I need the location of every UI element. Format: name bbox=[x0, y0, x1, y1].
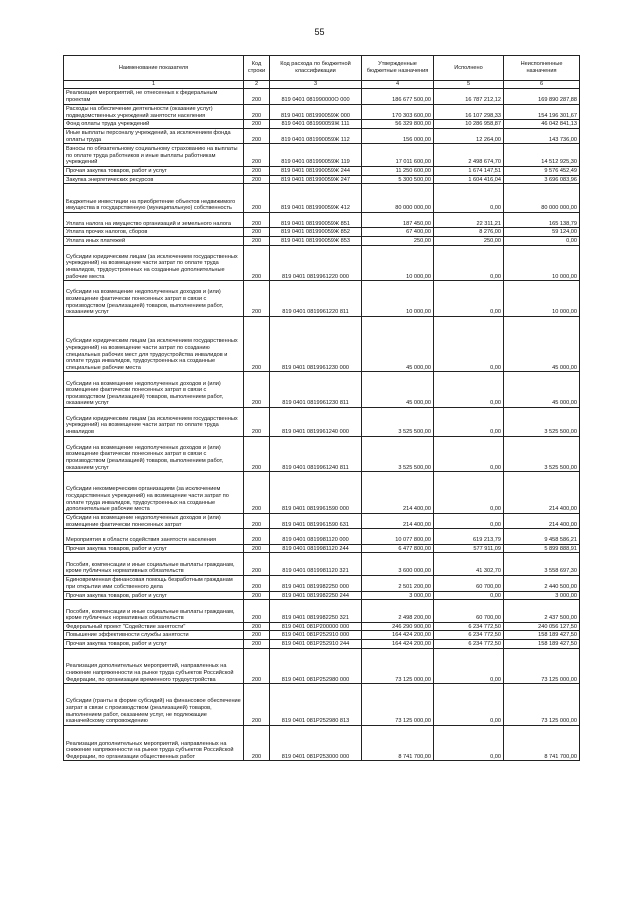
row-line-code: 200 bbox=[244, 631, 270, 640]
table-row bbox=[64, 648, 580, 684]
header-name: Наименование показателя bbox=[64, 56, 244, 81]
row-approved: 164 424 200,00 bbox=[362, 631, 434, 640]
table-row bbox=[64, 640, 580, 649]
row-unexecuted: 165 138,79 bbox=[504, 212, 580, 228]
row-approved: 45 000,00 bbox=[362, 372, 434, 408]
row-name: Субсидии некоммерческим организациям (за исключением государственных учреждений) на возмещение части затрат по оплате труда инвалидов, трудоустроенных на созданные дополнительные рабочие места bbox=[64, 472, 244, 514]
column-number: 2 bbox=[244, 81, 270, 89]
row-unexecuted: 0,00 bbox=[504, 236, 580, 245]
header-budget-code: Код расхода по бюджетной классификации bbox=[270, 56, 362, 81]
row-name: Реализация дополнительных мероприятий, направленных на снижение напряженности на рынке труда субъектов Российской Федерации, по организации общественных работ bbox=[64, 725, 244, 761]
row-executed: 2 498 674,70 bbox=[434, 144, 504, 167]
row-budget-code: 819 0401 0819981120 000 bbox=[270, 529, 362, 545]
row-budget-code: 819 0401 0819961230 000 bbox=[270, 316, 362, 372]
row-budget-code: 819 0401 0819961590 631 bbox=[270, 513, 362, 529]
row-approved: 3 525 500,00 bbox=[362, 436, 434, 472]
row-budget-code: 819 0401 081990059Ж 244 bbox=[270, 166, 362, 175]
row-line-code: 200 bbox=[244, 372, 270, 408]
row-name: Реализация дополнительных мероприятий, направленных на снижение напряженности на рынке труда субъектов Российской Федерации, по организации временного трудоустройства bbox=[64, 648, 244, 684]
row-line-code: 200 bbox=[244, 591, 270, 600]
row-line-code: 200 bbox=[244, 184, 270, 213]
row-name: Субсидии на возмещение недополученных доходов и (или) возмещение фактически понесенных затрат bbox=[64, 513, 244, 529]
table-row bbox=[64, 436, 580, 472]
row-executed: 0,00 bbox=[434, 281, 504, 317]
row-budget-code: 819 0401 081P252910 000 bbox=[270, 631, 362, 640]
row-unexecuted: 143 736,00 bbox=[504, 128, 580, 144]
row-unexecuted: 158 189 427,50 bbox=[504, 640, 580, 649]
row-line-code: 200 bbox=[244, 128, 270, 144]
row-name: Субсидии юридическим лицам (за исключением государственных учреждений) на возмещение части затрат по созданию специальных рабочих мест для трудоустройства инвалидов и оплате труда инвалидов, трудоустроенных на созданные специальные рабочие места bbox=[64, 316, 244, 372]
row-unexecuted: 158 189 427,50 bbox=[504, 631, 580, 640]
row-line-code: 200 bbox=[244, 622, 270, 631]
row-executed: 0,00 bbox=[434, 407, 504, 436]
row-budget-code: 819 0401 0819961230 811 bbox=[270, 372, 362, 408]
row-executed: 12 264,00 bbox=[434, 128, 504, 144]
row-budget-code: 819 0401 081990059Ж 852 bbox=[270, 228, 362, 237]
row-name: Субсидии на возмещение недополученных доходов и (или) возмещение фактически понесенных затрат в связи с производством (реализацией) товаров, выполнением работ, оказанием услуг bbox=[64, 436, 244, 472]
row-approved: 5 300 500,00 bbox=[362, 175, 434, 184]
row-executed: 16 107 298,33 bbox=[434, 104, 504, 120]
table-row bbox=[64, 245, 580, 281]
row-unexecuted: 214 400,00 bbox=[504, 513, 580, 529]
row-budget-code: 819 0401 081990059Ж 112 bbox=[270, 128, 362, 144]
row-approved: 164 424 200,00 bbox=[362, 640, 434, 649]
column-number-row bbox=[64, 81, 580, 89]
row-unexecuted: 3 525 500,00 bbox=[504, 407, 580, 436]
row-budget-code: 819 0401 081P253000 000 bbox=[270, 725, 362, 761]
row-unexecuted: 2 437 500,00 bbox=[504, 600, 580, 623]
table-row bbox=[64, 725, 580, 761]
table-row bbox=[64, 622, 580, 631]
row-approved: 214 400,00 bbox=[362, 472, 434, 514]
row-line-code: 200 bbox=[244, 281, 270, 317]
row-name: Единовременная финансовая помощь безработным гражданам при открытии ими собственного дела bbox=[64, 576, 244, 592]
row-approved: 11 250 600,00 bbox=[362, 166, 434, 175]
row-name: Уплата прочих налогов, сборов bbox=[64, 228, 244, 237]
row-approved: 3 600 000,00 bbox=[362, 553, 434, 576]
row-approved: 214 400,00 bbox=[362, 513, 434, 529]
row-approved: 3 525 500,00 bbox=[362, 407, 434, 436]
row-name: Субсидии на возмещение недополученных доходов и (или) возмещение фактически понесенных затрат в связи с производством (реализацией) товаров, выполнением работ, оказанием услуг bbox=[64, 372, 244, 408]
row-executed: 0,00 bbox=[434, 725, 504, 761]
row-executed: 6 234 772,50 bbox=[434, 622, 504, 631]
row-budget-code: 819 0401 0819982250 244 bbox=[270, 591, 362, 600]
row-unexecuted: 154 196 301,67 bbox=[504, 104, 580, 120]
row-unexecuted: 5 899 888,91 bbox=[504, 544, 580, 553]
row-executed: 22 311,21 bbox=[434, 212, 504, 228]
row-line-code: 200 bbox=[244, 104, 270, 120]
header-approved: Утвержденные бюджетные назначения bbox=[362, 56, 434, 81]
row-name: Пособия, компенсации и иные социальные выплаты гражданам, кроме публичных нормативных обязательств bbox=[64, 553, 244, 576]
row-unexecuted: 9 458 586,21 bbox=[504, 529, 580, 545]
row-approved: 10 000,00 bbox=[362, 245, 434, 281]
table-row bbox=[64, 591, 580, 600]
row-budget-code: 819 0401 0819982250 321 bbox=[270, 600, 362, 623]
table-row bbox=[64, 120, 580, 129]
row-executed: 250,00 bbox=[434, 236, 504, 245]
row-unexecuted: 80 000 000,00 bbox=[504, 184, 580, 213]
row-budget-code: 819 0401 081990059Ж 111 bbox=[270, 120, 362, 129]
row-executed: 0,00 bbox=[434, 684, 504, 726]
row-executed: 0,00 bbox=[434, 245, 504, 281]
row-line-code: 200 bbox=[244, 576, 270, 592]
row-executed: 0,00 bbox=[434, 372, 504, 408]
column-number: 1 bbox=[64, 81, 244, 89]
column-number: 3 bbox=[270, 81, 362, 89]
row-budget-code: 819 0401 081990059Ж 119 bbox=[270, 144, 362, 167]
row-executed: 0,00 bbox=[434, 591, 504, 600]
row-line-code: 200 bbox=[244, 544, 270, 553]
row-approved: 2 498 200,00 bbox=[362, 600, 434, 623]
row-executed: 41 302,70 bbox=[434, 553, 504, 576]
row-unexecuted: 10 000,00 bbox=[504, 281, 580, 317]
row-approved: 156 000,00 bbox=[362, 128, 434, 144]
row-unexecuted: 59 124,00 bbox=[504, 228, 580, 237]
row-unexecuted: 45 000,00 bbox=[504, 372, 580, 408]
row-executed: 6 234 772,50 bbox=[434, 631, 504, 640]
row-executed: 0,00 bbox=[434, 472, 504, 514]
row-name: Прочая закупка товаров, работ и услуг bbox=[64, 166, 244, 175]
row-line-code: 200 bbox=[244, 529, 270, 545]
table-row bbox=[64, 472, 580, 514]
header-unexecuted: Неисполненные назначения bbox=[504, 56, 580, 81]
table-row bbox=[64, 175, 580, 184]
row-unexecuted: 214 400,00 bbox=[504, 472, 580, 514]
row-executed: 60 700,00 bbox=[434, 600, 504, 623]
row-executed: 1 674 147,51 bbox=[434, 166, 504, 175]
row-executed: 60 700,00 bbox=[434, 576, 504, 592]
row-name: Прочая закупка товаров, работ и услуг bbox=[64, 640, 244, 649]
row-line-code: 200 bbox=[244, 553, 270, 576]
row-approved: 80 000 000,00 bbox=[362, 184, 434, 213]
row-executed: 0,00 bbox=[434, 184, 504, 213]
row-approved: 6 477 800,00 bbox=[362, 544, 434, 553]
row-executed: 0,00 bbox=[434, 513, 504, 529]
row-budget-code: 819 0401 081990059Ж 853 bbox=[270, 236, 362, 245]
row-name: Пособия, компенсации и иные социальные выплаты гражданам, кроме публичных нормативных обязательств bbox=[64, 600, 244, 623]
row-budget-code: 819 0401 0819982250 000 bbox=[270, 576, 362, 592]
column-number: 4 bbox=[362, 81, 434, 89]
row-budget-code: 819 0401 0819961220 000 bbox=[270, 245, 362, 281]
row-budget-code: 819 0401 081990059Ж 000 bbox=[270, 104, 362, 120]
row-approved: 187 450,00 bbox=[362, 212, 434, 228]
row-executed: 6 234 772,50 bbox=[434, 640, 504, 649]
row-name: Взносы по обязательному социальному страхованию на выплаты по оплате труда работников и иные выплаты работникам учреждений bbox=[64, 144, 244, 167]
row-executed: 0,00 bbox=[434, 436, 504, 472]
table-row bbox=[64, 166, 580, 175]
row-approved: 3 000,00 bbox=[362, 591, 434, 600]
row-line-code: 200 bbox=[244, 684, 270, 726]
table-row bbox=[64, 184, 580, 213]
page-number: 55 bbox=[314, 27, 325, 37]
row-line-code: 200 bbox=[244, 316, 270, 372]
row-executed: 16 787 212,12 bbox=[434, 89, 504, 105]
row-unexecuted: 3 525 500,00 bbox=[504, 436, 580, 472]
row-name: Бюджетные инвестиции на приобретение объектов недвижимого имущества в государственную (муниципальную) собственность bbox=[64, 184, 244, 213]
row-unexecuted: 240 056 127,50 bbox=[504, 622, 580, 631]
row-budget-code: 819 0401 0819961220 811 bbox=[270, 281, 362, 317]
row-executed: 0,00 bbox=[434, 316, 504, 372]
row-name: Фонд оплаты труда учреждений bbox=[64, 120, 244, 129]
row-name: Федеральный проект "Содействие занятости" bbox=[64, 622, 244, 631]
row-name: Субсидии юридическим лицам (за исключением государственных учреждений) на возмещение части затрат по оплате труда инвалидов bbox=[64, 407, 244, 436]
row-name: Закупка энергетических ресурсов bbox=[64, 175, 244, 184]
header-line-code: Код строки bbox=[244, 56, 270, 81]
row-line-code: 200 bbox=[244, 175, 270, 184]
row-approved: 246 290 900,00 bbox=[362, 622, 434, 631]
row-budget-code: 819 0401 0819981120 321 bbox=[270, 553, 362, 576]
row-budget-code: 819 0401 0819961240 811 bbox=[270, 436, 362, 472]
row-unexecuted: 3 558 697,30 bbox=[504, 553, 580, 576]
row-budget-code: 819 0401 081P200000 000 bbox=[270, 622, 362, 631]
table-row bbox=[64, 631, 580, 640]
row-line-code: 200 bbox=[244, 144, 270, 167]
table-row bbox=[64, 372, 580, 408]
row-unexecuted: 45 000,00 bbox=[504, 316, 580, 372]
row-unexecuted: 3 000,00 bbox=[504, 591, 580, 600]
row-unexecuted: 46 042 841,13 bbox=[504, 120, 580, 129]
row-executed: 619 213,79 bbox=[434, 529, 504, 545]
table-row bbox=[64, 236, 580, 245]
table-row bbox=[64, 544, 580, 553]
row-unexecuted: 10 000,00 bbox=[504, 245, 580, 281]
column-number: 5 bbox=[434, 81, 504, 89]
table-row bbox=[64, 281, 580, 317]
row-executed: 1 604 416,04 bbox=[434, 175, 504, 184]
row-approved: 2 501 200,00 bbox=[362, 576, 434, 592]
row-approved: 67 400,00 bbox=[362, 228, 434, 237]
row-unexecuted: 73 125 000,00 bbox=[504, 648, 580, 684]
row-line-code: 200 bbox=[244, 228, 270, 237]
table-row bbox=[64, 89, 580, 105]
table-row bbox=[64, 684, 580, 726]
row-budget-code: 819 0401 081P252980 813 bbox=[270, 684, 362, 726]
row-unexecuted: 8 741 700,00 bbox=[504, 725, 580, 761]
row-name: Повышение эффективности службы занятости bbox=[64, 631, 244, 640]
header-row bbox=[64, 56, 580, 81]
row-budget-code: 819 0401 081990059Ж 247 bbox=[270, 175, 362, 184]
row-approved: 73 125 000,00 bbox=[362, 684, 434, 726]
row-budget-code: 819 0401 081P252910 244 bbox=[270, 640, 362, 649]
row-name: Прочая закупка товаров, работ и услуг bbox=[64, 544, 244, 553]
row-name: Иные выплаты персоналу учреждений, за исключением фонда оплаты труда bbox=[64, 128, 244, 144]
row-line-code: 200 bbox=[244, 236, 270, 245]
column-number: 6 bbox=[504, 81, 580, 89]
row-name: Реализация мероприятий, не отнесенных к федеральным проектам bbox=[64, 89, 244, 105]
table-row bbox=[64, 316, 580, 372]
row-approved: 10 077 800,00 bbox=[362, 529, 434, 545]
row-unexecuted: 169 890 287,88 bbox=[504, 89, 580, 105]
row-approved: 8 741 700,00 bbox=[362, 725, 434, 761]
table-row bbox=[64, 128, 580, 144]
row-line-code: 200 bbox=[244, 407, 270, 436]
row-name: Уплата налога на имущество организаций и земельного налога bbox=[64, 212, 244, 228]
table-row bbox=[64, 553, 580, 576]
row-line-code: 200 bbox=[244, 436, 270, 472]
table-row bbox=[64, 228, 580, 237]
row-budget-code: 819 0401 0819961590 000 bbox=[270, 472, 362, 514]
row-executed: 8 276,00 bbox=[434, 228, 504, 237]
row-line-code: 200 bbox=[244, 120, 270, 129]
row-line-code: 200 bbox=[244, 166, 270, 175]
row-line-code: 200 bbox=[244, 513, 270, 529]
row-line-code: 200 bbox=[244, 89, 270, 105]
row-budget-code: 819 0401 0819981120 244 bbox=[270, 544, 362, 553]
row-budget-code: 819 0401 0819961240 000 bbox=[270, 407, 362, 436]
table-row bbox=[64, 212, 580, 228]
row-line-code: 200 bbox=[244, 245, 270, 281]
row-approved: 10 000,00 bbox=[362, 281, 434, 317]
row-approved: 45 000,00 bbox=[362, 316, 434, 372]
row-approved: 56 329 800,00 bbox=[362, 120, 434, 129]
row-name: Расходы на обеспечение деятельности (оказание услуг) подведомственных учреждений занятости населения bbox=[64, 104, 244, 120]
row-budget-code: 819 0401 081990059Ж 851 bbox=[270, 212, 362, 228]
table-row bbox=[64, 407, 580, 436]
row-budget-code: 819 0401 081P252980 000 bbox=[270, 648, 362, 684]
row-unexecuted: 14 512 925,30 bbox=[504, 144, 580, 167]
row-budget-code: 819 0401 081990059Ж 412 bbox=[270, 184, 362, 213]
table-row bbox=[64, 529, 580, 545]
row-name: Субсидии юридическим лицам (за исключением государственных учреждений) на возмещение части затрат по оплате труда инвалидов, трудоустроенных на созданные дополнительные рабочие места bbox=[64, 245, 244, 281]
row-name: Субсидии (гранты в форме субсидий) на финансовое обеспечение затрат в связи с производством (реализацией) товаров, выполнением работ, оказанием услуг, не подлежащие казначейскому сопровождению bbox=[64, 684, 244, 726]
row-approved: 17 011 600,00 bbox=[362, 144, 434, 167]
table-row bbox=[64, 576, 580, 592]
row-line-code: 200 bbox=[244, 640, 270, 649]
row-line-code: 200 bbox=[244, 212, 270, 228]
row-approved: 250,00 bbox=[362, 236, 434, 245]
row-name: Мероприятия в области содействия занятости населения bbox=[64, 529, 244, 545]
row-unexecuted: 3 696 083,96 bbox=[504, 175, 580, 184]
row-budget-code: 819 0401 081990000О 000 bbox=[270, 89, 362, 105]
row-executed: 577 911,09 bbox=[434, 544, 504, 553]
row-approved: 186 677 500,00 bbox=[362, 89, 434, 105]
row-approved: 73 125 000,00 bbox=[362, 648, 434, 684]
table-row bbox=[64, 513, 580, 529]
budget-table bbox=[63, 55, 580, 761]
row-approved: 170 303 600,00 bbox=[362, 104, 434, 120]
row-unexecuted: 9 576 452,49 bbox=[504, 166, 580, 175]
row-line-code: 200 bbox=[244, 472, 270, 514]
row-executed: 10 286 958,87 bbox=[434, 120, 504, 129]
row-line-code: 200 bbox=[244, 648, 270, 684]
row-executed: 0,00 bbox=[434, 648, 504, 684]
row-name: Уплата иных платежей bbox=[64, 236, 244, 245]
row-unexecuted: 73 125 000,00 bbox=[504, 684, 580, 726]
row-line-code: 200 bbox=[244, 600, 270, 623]
row-name: Прочая закупка товаров, работ и услуг bbox=[64, 591, 244, 600]
table-row bbox=[64, 600, 580, 623]
row-unexecuted: 2 440 500,00 bbox=[504, 576, 580, 592]
row-name: Субсидии на возмещение недополученных доходов и (или) возмещение фактически понесенных затрат в связи с производством (реализацией) товаров, выполнением работ, оказанием услуг bbox=[64, 281, 244, 317]
row-line-code: 200 bbox=[244, 725, 270, 761]
table-row bbox=[64, 104, 580, 120]
header-executed: Исполнено bbox=[434, 56, 504, 81]
table-row bbox=[64, 144, 580, 167]
